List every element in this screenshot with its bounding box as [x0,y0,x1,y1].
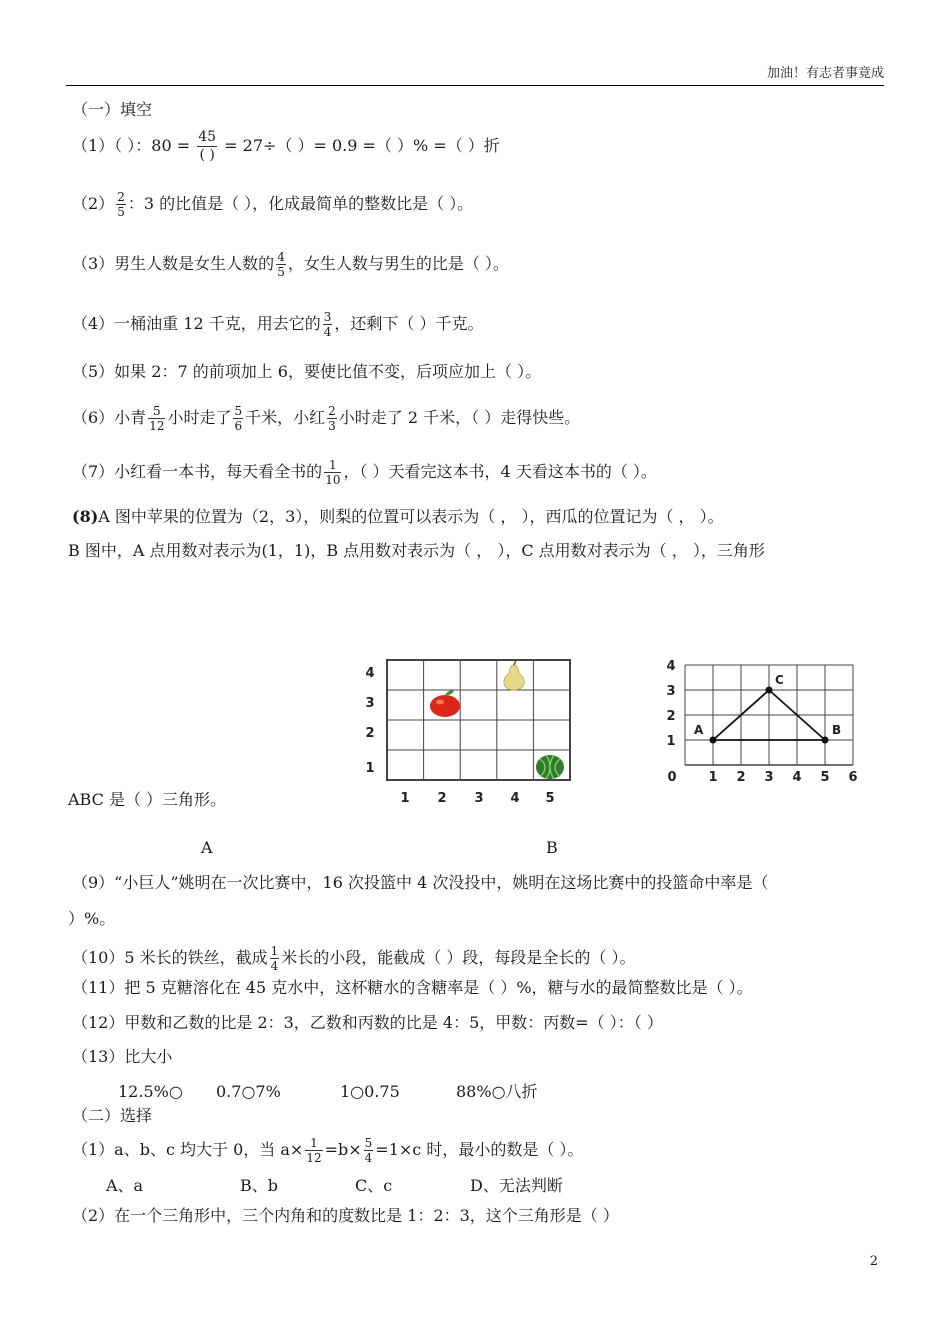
fig-a-ytick: 4 [365,666,375,681]
watermelon-icon [536,755,564,779]
choice-option: C、c [355,1176,393,1195]
q13-item: 0.7○7% [216,1082,281,1101]
fraction: $\frac{1}{4}$ [270,944,279,973]
q9-line1: （9）“小巨人”姚明在一次比赛中，16 次投篮中 4 次没投中，姚明在这场比赛中的投篮命中率是（ [72,873,769,892]
point-c [766,687,773,694]
fig-b-xtick: 2 [736,770,746,785]
point-a-label: A [694,723,704,737]
choice-option: B、b [240,1176,279,1195]
fraction: $\frac{5}{6}$ [234,404,243,433]
apple-icon [430,691,460,718]
q5: （5）如果 2：7 的前项加上 6，要使比值不变，后项应加上（ ）。 [72,362,542,381]
fraction: $\frac{45}{( )}$ [198,129,217,163]
fraction: $\frac{2}{5}$ [117,190,125,219]
fig-b-xtick: 5 [820,770,830,785]
fig-b-ytick: 2 [666,709,676,724]
pear-icon [504,660,524,690]
page-number: 2 [869,1254,878,1269]
figure-a-grid [360,655,580,810]
choice-1: （1）a、b、c 均大于 0，当 a× $\frac{1}{12}$ =b× $\frac{5}{4}$ =1×c 时，最小的数是（ ）。 [72,1136,584,1165]
q12: （12）甲数和乙数的比是 2：3，乙数和丙数的比是 4：5，甲数：丙数=（ ）：（ ） [72,1013,663,1032]
q3: （3）男生人数是女生人数的 $\frac{4}{5}$ ，女生人数与男生的比是（ ）。 [72,250,509,279]
choice-2: （2）在一个三角形中，三个内角和的度数比是 1：2：3，这个三角形是（ ） [72,1206,619,1225]
fraction: $\frac{4}{5}$ [277,250,285,279]
point-b-label: B [832,723,842,737]
fig-a-xtick: 4 [510,791,520,806]
fraction: $\frac{5}{12}$ [149,404,165,433]
fig-a-ytick: 3 [365,696,375,711]
q6: （6）小青 $\frac{5}{12}$ 小时走了 $\frac{5}{6}$ 千米，小红 $\frac{2}{3}$ 小时走了 2 千米，（ ）走得快些。 [72,404,581,433]
q4: （4）一桶油重 12 千克，用去它的 $\frac{3}{4}$ ，还剩下（ ）千克。 [72,310,484,339]
fig-b-ytick: 4 [666,659,676,674]
q11: （11）把 5 克糖溶化在 45 克水中，这杯糖水的含糖率是（ ）%，糖与水的最简整数比是（ ）。 [72,978,753,997]
fig-a-xtick: 3 [474,791,484,806]
q2: （2） $\frac{2}{5}$ ：3 的比值是（ ），化成最简单的整数比是（ ）。 [72,190,474,219]
fraction: $\frac{1}{12}$ [306,1136,322,1165]
fig-a-ytick: 2 [365,726,375,741]
fraction: $\frac{2}{3}$ [328,404,336,433]
fig-a-xtick: 1 [400,791,410,806]
fig-a-ytick: 1 [365,761,375,776]
figure-b-grid [662,655,862,790]
section2-title: （二）选择 [72,1106,153,1125]
fig-a-xtick: 2 [437,791,447,806]
choice-option: A、a [106,1176,144,1195]
q10: （10）5 米长的铁丝，截成 $\frac{1}{4}$ 米长的小段，能截成（ ）段，每段是全长的（ ）。 [72,944,636,973]
fig-b-ytick: 1 [666,734,676,749]
fraction: $\frac{5}{4}$ [364,1136,373,1165]
q13-item: 1○0.75 [340,1082,400,1101]
fig-a-xtick: 5 [545,791,555,806]
fig-b-xtick: 3 [764,770,774,785]
q8-line3: ABC 是（ ）三角形。 [68,790,227,809]
figure-a-caption: A [201,838,213,857]
q13-item: 12.5%○ [118,1082,183,1101]
fig-b-xtick: 1 [708,770,718,785]
fig-b-xtick: 4 [792,770,802,785]
page-header: 加油！有志者事竟成 [766,66,884,81]
point-c-label: C [775,673,784,687]
fig-b-ytick: 3 [666,684,676,699]
fig-b-xtick: 0 [667,770,677,785]
point-b [822,737,829,744]
fig-b-xtick: 6 [848,770,858,785]
q13-title: （13）比大小 [72,1047,173,1066]
q9-line2: ）%。 [68,909,116,928]
q8-line2: B 图中，A 点用数对表示为(1，1)，B 点用数对表示为（ ， ），C 点用数对表示为（ ， ），三角形 [68,541,765,560]
q1: （1）（ ）：80 = $\frac{45}{( )}$ = 27÷（ ）= 0.9 =（ ）% =（ ）折 [72,129,500,163]
section1-title: （一）填空 [72,100,153,119]
q13-item: 88%○八折 [456,1082,538,1101]
header-rule [66,85,884,86]
choice-option: D、无法判断 [470,1176,563,1195]
figure-b-caption: B [546,838,558,857]
q7: （7）小红看一本书，每天看全书的 $\frac{1}{10}$ ，（ ）天看完这本书，4 天看这本书的（ ）。 [72,458,657,487]
q8-line1: (8)A 图中苹果的位置为（2，3），则梨的位置可以表示为（ ， ），西瓜的位置记为（ ， ）。 [72,507,724,526]
fraction: $\frac{1}{10}$ [325,458,341,487]
fraction: $\frac{3}{4}$ [323,310,332,339]
point-a [710,737,717,744]
